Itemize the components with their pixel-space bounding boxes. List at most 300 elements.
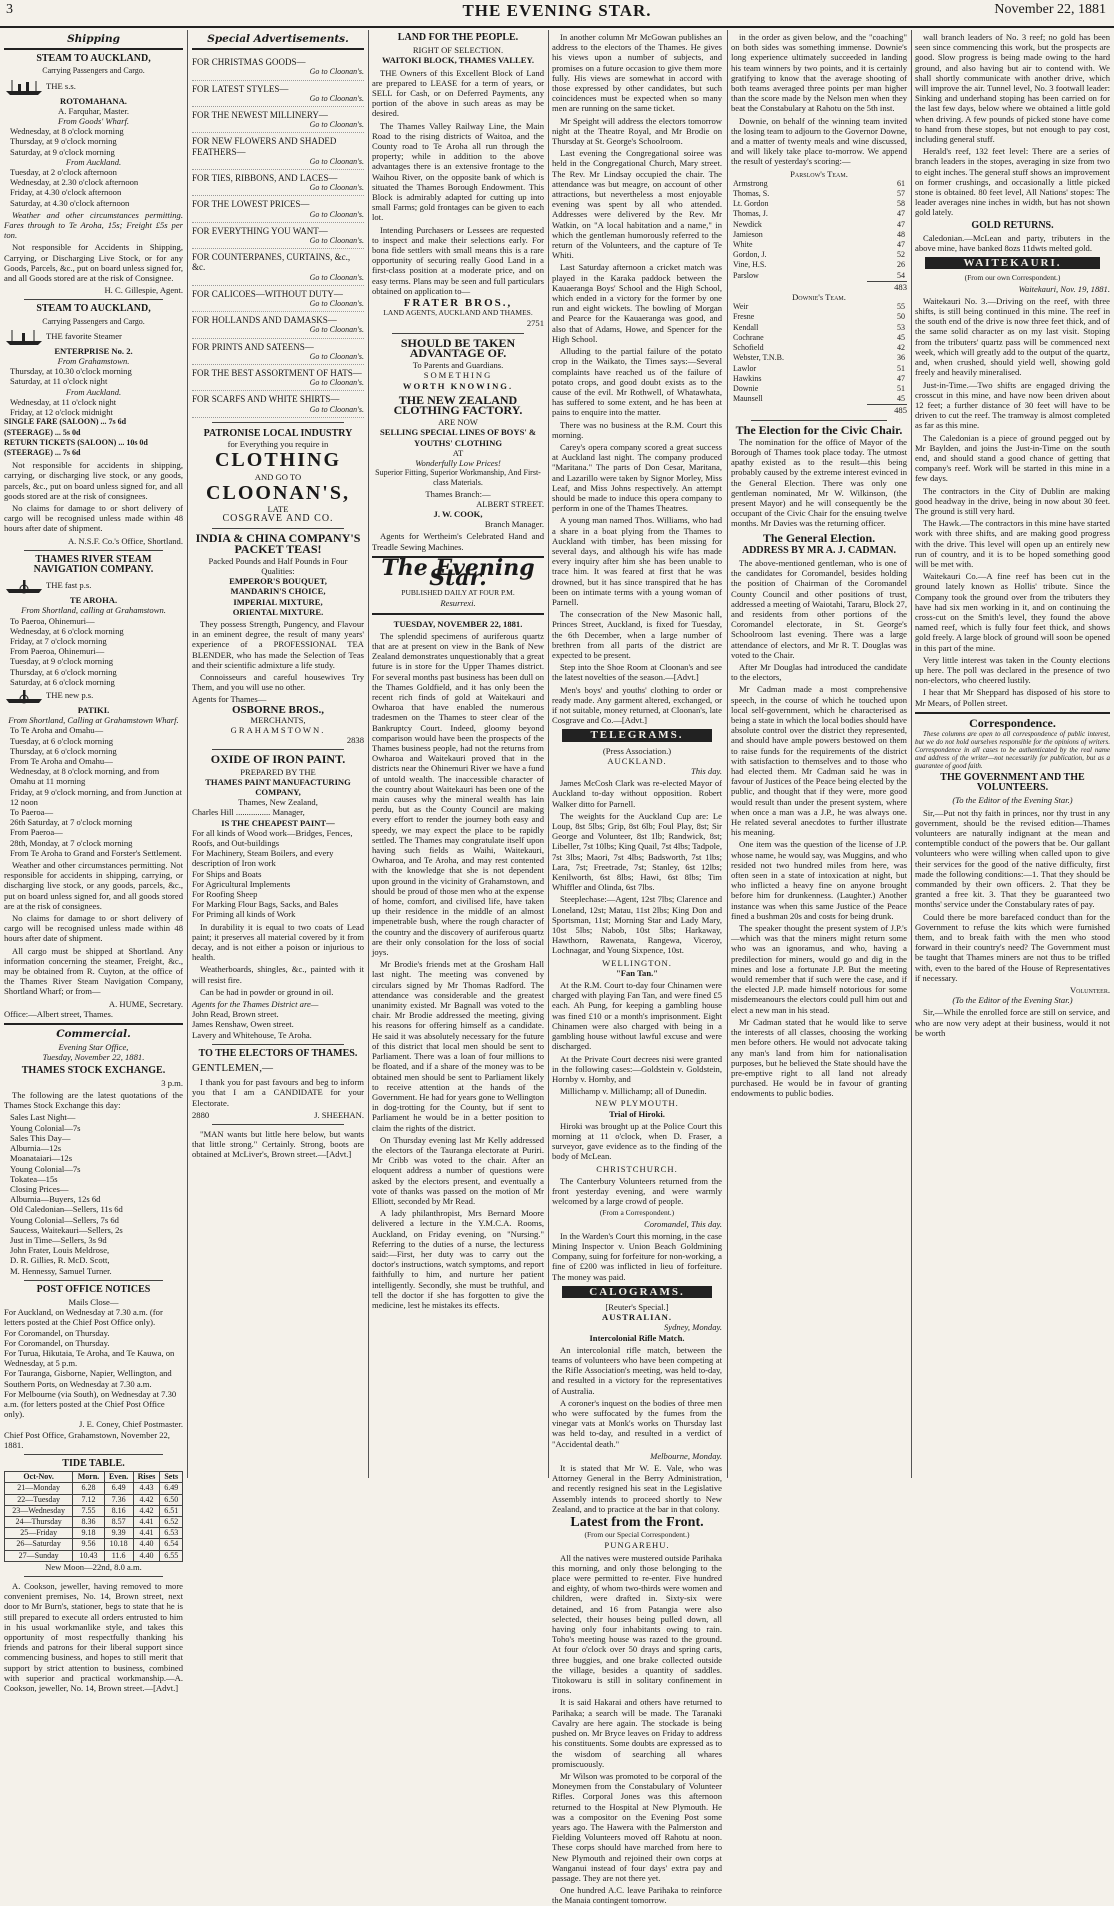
dateline-time: Melbourne, Monday. <box>650 1450 722 1461</box>
team-row <box>731 323 907 333</box>
tide-cell: 6.50 <box>160 1494 183 1505</box>
shooter-score: 58 <box>897 199 905 209</box>
ad-agent: H. C. Gillespie, Agent. <box>104 285 183 296</box>
nz-line: Thames Branch:— <box>425 488 491 499</box>
paddle-steamer-icon <box>4 687 44 705</box>
dateline: PUNGAREHU. <box>604 1540 670 1551</box>
section-heading-shipping: Shipping <box>67 33 120 45</box>
tide-cell: 26—Saturday <box>5 1539 73 1550</box>
tea-body: They possess Strength, Pungency, and Flavour in an eminent degree, the result of many years' experience of a PROFESSIONAL TEA BLENDER, who has made the Selection of Teas and their scientific admixture a life study. <box>192 618 364 670</box>
cloonan-ad-item <box>192 133 364 170</box>
dateline: WELLINGTON. <box>602 957 672 968</box>
newspaper-title: THE EVENING STAR. <box>462 1 652 20</box>
mining-paragraph: I hear that Mr Sheppard has disposed of his store to Mr Mears, of Pollen street. <box>915 687 1110 708</box>
cloonan-ad-goto: Go to Cloonan's. <box>309 120 364 130</box>
tide-row <box>5 1528 183 1539</box>
exchange-intro: The following are the latest quotations of the Thames Stock Exchange this day: <box>4 1090 183 1111</box>
column-special-ads <box>192 30 364 1478</box>
nz-line: ARE NOW <box>438 417 478 428</box>
tide-cell: 8.57 <box>104 1517 133 1528</box>
electors-greeting: GENTLEMEN,— <box>192 1062 273 1075</box>
tide-column-header: Morn. <box>73 1472 104 1483</box>
shooter-name: Hawkins <box>733 373 762 383</box>
team-row <box>731 240 907 250</box>
page-number: 3 <box>6 2 13 17</box>
cloonan-ad-goto: Go to Cloonan's. <box>309 156 364 166</box>
cloonan-ad-item <box>192 54 364 80</box>
telegram-paragraph: A coroner's inquest on the bodies of three men who were suffocated by the fumes from the vinegar vats at Monk's works on Thursday last was held to-day, and resulted in a verdict of "Accidental death." <box>552 1397 722 1449</box>
letter-address: (To the Editor of the Evening Star.) <box>952 795 1073 806</box>
nz-manager-title: Branch Manager. <box>484 519 544 530</box>
shooter-score: 50 <box>897 312 905 322</box>
should-sub: To Parents and Guardians. <box>412 360 504 371</box>
tide-row <box>5 1494 183 1505</box>
front-paragraph: One hundred A.C. leave Parihaka to reinforce the Manaia contingent tomorrow. <box>552 1885 722 1906</box>
patronise-heading: PATRONISE LOCAL INDUSTRY <box>203 427 353 439</box>
news-paragraph: Downie, on behalf of the winning team invited the losing team to adjourn to the Governor Downe, and a matter of twenty meals and wine discussed, and will likely take place to-morrow. We append the result of yesterday's scoring:— <box>731 115 907 167</box>
cloonan-ad-goto: Go to Cloonan's. <box>309 236 364 246</box>
tea-body: Connoisseurs and careful housewives Try Them, and you will use no other. <box>192 671 364 693</box>
tide-cell: 6.55 <box>160 1550 183 1561</box>
ad-number: 2838 <box>346 735 364 746</box>
cloonan-ad-item <box>192 365 364 391</box>
team-row <box>731 209 907 219</box>
telegram-paragraph: At the Private Court decrees nisi were granted in the following cases:—Goldstein v. Goldstein, Hornby v. Hornby, and <box>552 1053 722 1084</box>
ad-subheading: Carrying Passengers and Cargo. <box>42 66 145 76</box>
shooter-name: Thomas, J. <box>733 209 768 219</box>
cloonan-ad-goto: Go to Cloonan's. <box>309 209 364 219</box>
shooter-score: 54 <box>897 270 905 280</box>
tide-cell: 4.40 <box>133 1550 160 1561</box>
shooter-score: 47 <box>897 373 905 383</box>
divider <box>751 420 887 421</box>
nz-line: AT <box>452 447 464 458</box>
tide-column-header: Even. <box>104 1472 133 1483</box>
masthead <box>0 0 1114 28</box>
paper-sub: PUBLISHED DAILY AT FOUR P.M. <box>401 588 515 598</box>
mining-paragraph: The Hawk.—The contractors in this mine have started work with three shifts, and are making good progress with the drive. This level will open up an entirely new run of country, and it is to be hoped something good will be met with. <box>915 518 1110 569</box>
frater-line: LAND AGENTS, AUCKLAND AND THAMES. <box>383 308 533 318</box>
tide-cell: 25—Friday <box>5 1528 73 1539</box>
land-body: Intending Purchasers or Lessees are requested to inspect and make their selections early. For bona fide settlers with small means this is a rare opportunity of securing really Good Land in a first-class position at a moderate price, and on easy terms. Plans may be seen and full particulars obtained on application to— <box>372 224 544 296</box>
dateline-time: Coromandel, This day. <box>644 1218 722 1229</box>
news-paragraph: There was no business at the R.M. Court this morning. <box>552 419 722 440</box>
tide-cell: 6.49 <box>104 1483 133 1494</box>
waitekauri-banner: WAITEKAURI. <box>925 257 1100 269</box>
shooter-name: Cochrane <box>733 332 764 342</box>
team-row <box>731 333 907 343</box>
cadman-paragraph: Mr Cadman made a most comprehensive speech, in the course of which he touched upon local self-government, which he characterised as being a state in which the local bodies should have absolute control over the district they represented, and should have ample powers bestowed on them to raise funds for the requirements of the district with satisfaction to themselves and to those who had elected them. Mr Cadman said he was in favour of Justices of the Peace being elected by the public, and thought that if they were, more good would result than under the present system, where when once a man was a J.P., he was always one. He related several anecdotes to further illustrate his meaning. <box>731 684 907 838</box>
ad-heading: STEAM TO AUCKLAND, <box>36 53 151 65</box>
ad-office: Office:—Albert street, Thames. <box>4 1008 113 1019</box>
exchange-list: Sales Last Night— Young Colonial—7s Sales This Day— Alburnia—12s Moanataiari—12s Young Colonial—7s Tokatea—15s Closing Prices— Alburnia—Buyers, 12s 6d Old Caledonian—Sellers, 11s 6d Young Colonial—Sellers, 7s 6d Saucess, Waitekauri—Sellers, 2s Just in Time—Sellers, 3s 9d John Frater, Louis Meldrose, D. R. Gillies, R. McD. Scott, M. Hennessy, Samuel Turner. <box>10 1112 123 1276</box>
letter-paragraph: Could there be more barefaced conduct than for the Government to refuse the kits which were furnished them, and to break faith with the men who stood forward in their country's need? The Government must be taught that Thames miners are not thus to be trifled with, even to the bared of the House of Representatives if necessary. <box>915 911 1110 983</box>
divider <box>24 299 163 300</box>
shooter-name: Maunsell <box>733 394 763 404</box>
electors-footer <box>192 1110 364 1120</box>
divider <box>24 1454 163 1455</box>
cloonan-ad-label: FOR SCARFS AND WHITE SHIRTS— <box>192 394 340 405</box>
tide-cell: 7.12 <box>73 1494 104 1505</box>
tea-list: EMPEROR'S BOUQUET, MANDARIN'S CHOICE, IMPERIAL MIXTURE, ORIENTAL MIXTURE. <box>229 576 327 617</box>
cloonan-ad-goto: Go to Cloonan's. <box>309 299 364 309</box>
tide-heading: TIDE TABLE. <box>62 1457 125 1469</box>
ad-note: No claims for damage to or short delivery of cargo will be recognised unless made within 48 hours after date of shipment. <box>4 913 183 944</box>
tide-cell: 21—Monday <box>5 1483 73 1494</box>
ship-prefix: THE fast p.s. <box>46 580 92 591</box>
news-paragraph: In another column Mr McGowan publishes an address to the electors of the Thames. He gives his views upon a number of subjects, and promises on a future occasion to give them more fully. His views are somewhat in accord with those expressed by other candidates, but such coincidences must be expected when so many men are running on the same ticket. <box>552 32 722 114</box>
letter-signature: Volunteer. <box>1069 985 1110 996</box>
shooter-name: Vine, H.S. <box>733 260 767 270</box>
telegram-paragraph: Steeplechase:—Agent, 12st 7lbs; Clarence and Loneland, 12st; Matau, 11st 2lbs; King Don and Sportsman, 11st; Morning Star and Lady Mary, 10st 5lbs; Nabob, 10st 5lbs; Harkaway, Hawthorn, Rawenata, Rangewa, Viceroy, Lochnagar, and Young Sixpence, 10st. <box>552 894 722 956</box>
cloonan-ad-label: FOR COUNTERPANES, CURTAINS, &c., &c. <box>192 252 351 273</box>
shooter-name: Webster, T.N.B. <box>733 353 784 363</box>
letter-heading: THE GOVERNMENT AND THE VOLUNTEERS. <box>940 772 1085 794</box>
team-score-table <box>731 179 907 281</box>
mining-paragraph: Herald's reef, 132 feet level: There are a series of branch leaders in the stopes, averaging in size from two to eight inches. The general stuff shows an improvement on former crushings, and occasionally a little picked stone is obtained. 80 feet level, All Nations' stopes: The leader averages nine inches in width, but has not shown gold lately. <box>915 146 1110 218</box>
tide-cell: 23—Wednesday <box>5 1505 73 1516</box>
land-body: The Thames Valley Railway Line, the Main Road to the rising districts of Waitoa, and the County road to Te Aroha all run through the property; while in addition to the above advantages there is an extensive frontage to the Waihou River, on the opposite bank of which is situated the Thames Borough Endowment. This Block is admirably adapted for cutting up into small Farms; gold frontages can be given to each lot. <box>372 120 544 223</box>
shooter-score: 45 <box>897 394 905 404</box>
news-paragraph: Last Saturday afternoon a cricket match was played in the Karaka paddock between the Kauaeranga Boys' School and the High School, which ended in a victory for the former by one run and eight wickets. The bowling of Morgan and Pearce for the Kauaeranga was good, and also that of Adams, Howe, and Spencer for the High School. <box>552 262 722 344</box>
land-sub: RIGHT OF SELECTION. <box>412 45 504 56</box>
editorial-paragraph: Mr Brodie's friends met at the Grosham Hall last night. The meeting was convened by circulars signed by Mr Thomas Radford. The attendance was considerable and the greatest unanimity existed. Mr Bagnall was voted to the chair. Mr Brodie addressed the meeting, giving his reasons for offering himself as a candidate. He said it was absolutely necessary for the future of this district that local men should be sent to Parliament. There was a loan of four millions to be floated, and if a share of the money was to be obtained men should be sent to Parliament likely to receive attention at the hands of the Government. He had for years gone to Wellington in dog-trotting for the County, but if sent to Parliament he would be in a better position to claim the rights of the district. <box>372 959 544 1133</box>
waitekauri-sub: (From our own Correspondent.) <box>964 273 1061 283</box>
cloonan-ad-label: FOR CHRISTMAS GOODS— <box>192 57 306 68</box>
telegrams-banner: TELEGRAMS. <box>562 729 712 741</box>
correspondence-heading: Correspondence. <box>969 715 1056 730</box>
ship-illustration <box>4 577 183 595</box>
dateline: AUCKLAND. <box>607 755 667 766</box>
ship-illustration <box>4 78 183 96</box>
tide-cell: 10.43 <box>73 1550 104 1561</box>
steamship-icon <box>4 78 44 96</box>
shooter-name: Gordon, J. <box>733 250 767 260</box>
column-rule <box>727 30 728 1478</box>
news-paragraph: Step into the Shoe Room at Cloonan's and see the latest novelties of the season.—[Advt.] <box>552 662 722 683</box>
tide-column-header: Sets <box>160 1472 183 1483</box>
tide-cell: 4.40 <box>133 1539 160 1550</box>
tide-column-header: Rises <box>133 1472 160 1483</box>
ad-agent: A. HUME, Secretary. <box>108 998 183 1009</box>
divider <box>24 1280 163 1281</box>
paint-company: THAMES PAINT MANUFACTURING COMPANY, <box>205 776 351 797</box>
goto-line: AND GO TO <box>254 471 302 482</box>
shooter-score: 61 <box>897 178 905 188</box>
post-subheading: Mails Close— <box>68 1296 119 1307</box>
tide-cell: 9.18 <box>73 1528 104 1539</box>
telegram-paragraph: Hiroki was brought up at the Police Court this morning at 11 o'clock, when D. Fraser, a surveyor, gave evidence as to the finding of the body of McLean. <box>552 1120 722 1162</box>
cloonan-ad-goto: Go to Cloonan's. <box>309 325 364 335</box>
column-mining-correspondence <box>915 30 1110 1478</box>
paddle-steamer-icon <box>4 577 44 595</box>
tide-cell: 9.39 <box>104 1528 133 1539</box>
shooter-score: 47 <box>897 209 905 219</box>
reuter-line: [Reuter's Special.] <box>605 1301 669 1312</box>
team-heading: Parslow's Team. <box>790 168 848 179</box>
cloonan-ad-goto: Go to Cloonan's. <box>309 272 364 282</box>
letter-address: (To the Editor of the Evening Star.) <box>952 995 1073 1006</box>
tide-cell: 6.28 <box>73 1483 104 1494</box>
tide-cell: 4.42 <box>133 1505 160 1516</box>
shooter-name: Fresne <box>733 312 755 322</box>
tide-cell: 6.51 <box>160 1505 183 1516</box>
office-date: Tuesday, November 22, 1881. <box>42 1052 145 1063</box>
land-heading: LAND FOR THE PEOPLE. <box>397 32 519 43</box>
divider <box>212 1044 344 1045</box>
shooter-name: Kendall <box>733 322 759 332</box>
cloonan-ad-goto: Go to Cloonan's. <box>309 378 364 388</box>
telegram-paragraph: An intercolonial rifle match, between the teams of volunteers who have been competing at the Rifle Association's meeting, was held to-day, and resulted in a victory for the representatives of Australia. <box>552 1344 722 1396</box>
mcliver-notice: "MAN wants but little here below, but wants that little strong." Certainly. Strong, boots are obtained at McLiver's, Brown street.—[Advt.] <box>192 1129 364 1160</box>
team-row <box>731 271 907 281</box>
ship-name: ENTERPRISE No. 2. <box>54 345 133 356</box>
australian-heading: AUSTRALIAN. <box>602 1312 672 1323</box>
tide-cell: 4.41 <box>133 1528 160 1539</box>
column-land-and-editorial <box>372 30 544 1478</box>
team-heading: Downie's Team. <box>792 292 846 303</box>
telegram-subheading: "Fan Tan." <box>615 967 659 978</box>
news-paragraph: Last evening the Congregational soiree was held in the Congregational Church, Mary street. The Rev. Mr Lindsay occupied the chair. The attendance was but meagre, on account of other attractions, but nevertheless a most enjoyable evening was spent by all who attended. Addresses were delivered by the Rev. Mr Watkin, on "A local habitation and a name," in which the gentleman humorously referred to the return of the Volunteers, and the capture of Te Whiti. <box>552 148 722 261</box>
divider <box>915 712 1110 714</box>
ship-illustration <box>4 328 183 346</box>
ad-note: Weather and other circumstances permitting. Fares through to Te Aroha, 15s; Freight £5s per ton. <box>4 209 183 241</box>
tide-cell: 24—Thursday <box>5 1517 73 1528</box>
cloonan-ad-goto: Go to Cloonan's. <box>309 93 364 103</box>
calograms-banner: CALOGRAMS. <box>562 1286 712 1298</box>
tide-moon: New Moon—22nd, 8.0 a.m. <box>45 1561 142 1572</box>
schedule-list: To Paeroa, Ohinemuri— Wednesday, at 6 o'clock morning Friday, at 7 o'clock morning From Paeroa, Ohinemuri— Tuesday, at 9 o'clock morning Thursday, at 6 o'clock morning Saturday, at 6 o'clock morning <box>10 615 124 687</box>
tea-sub: Packed Pounds and Half Pounds in Four Qualities: <box>208 555 348 576</box>
divider <box>24 1576 163 1577</box>
schedule-list: Wednesday, at 8 o'clock morning Thursday, at 9 o'clock morning Saturday, at 9 o'clock morning <box>10 126 124 157</box>
cloonan-ad-item <box>192 81 364 107</box>
exchange-heading: THAMES STOCK EXCHANGE. <box>21 1064 166 1076</box>
shooter-name: Weir <box>733 302 749 312</box>
column-news-telegrams <box>552 30 722 1906</box>
cloonan-ad-label: FOR TIES, RIBBONS, AND LACES— <box>192 173 338 184</box>
corresp-line: (From a Correspondent.) <box>599 1208 675 1218</box>
clothing-banner: CLOTHING <box>214 449 342 472</box>
dateline: NEW PLYMOUTH. <box>595 1098 679 1109</box>
electors-heading: TO THE ELECTORS OF THAMES. <box>198 1047 358 1059</box>
correspondence-note: These columns are open to all correspondence of public interest, but we do not hold ourselves responsible for the opinions of writers. Correspondence in all cases to be authenticated by the real name and address of the writer—not necessarily for publication, but as a guarantee of good faith. <box>915 730 1110 770</box>
news-paragraph: Carey's opera company scored a great success at Auckland last night. The company produced "Maritana." The parts of Don Cesar, Maritana, and Lazarillo were taken by Signor Morley, Miss Leaf, and Miss Johns respectively. An attempt should be made to induce this opera company to perform in one of the Thames Theatres. <box>552 441 722 514</box>
team-row <box>731 189 907 199</box>
column-rule <box>368 30 369 1478</box>
divider <box>24 550 163 551</box>
mining-paragraph: Caledonian.—McLean and party, tributers in the above mine, have banked 8ozs 11dwts melted gold. <box>915 232 1110 254</box>
ship-prefix: THE new p.s. <box>46 689 94 700</box>
tide-cell: 7.55 <box>73 1505 104 1516</box>
nz-clothing-heading: THE NEW ZEALAND CLOTHING FACTORY. <box>393 392 523 417</box>
editorial-paragraph: On Thursday evening last Mr Kelly addressed the electors of the Tauranga electorate at Puriri. Mr Cribb was voted to the chair. After an eloquent address a number of questions were asked by the electors present, and eventually a vote of thanks was passed on the motion of Mr Elliott, seconded by Mr Read. <box>372 1134 544 1206</box>
schedule-list: Tuesday, at 2 o'clock afternoon Wednesday, at 2.30 o'clock afternoon Friday, at 4.30 o'clock afternoon Saturday, at 4.30 o'clock afternoon <box>10 167 139 208</box>
exchange-time: 3 p.m. <box>161 1077 183 1088</box>
cloonan-ad-item <box>192 312 364 338</box>
divider <box>212 1124 344 1125</box>
cadman-paragraph: Mr Cadman stated that he would like to serve the interests of all classes, choosing the working men before others. He would not advocate taking any man's land from him for nationalisation purposes, but he believed the State should have the pre-emptive right to all land not already purchased. He would be in favour of granting endowments to public bodies. <box>731 1016 907 1099</box>
nz-line: Wonderfully Low Prices! <box>415 457 501 468</box>
cloonan-ad-list <box>192 54 364 418</box>
electors-signature: J. SHEEHAN. <box>314 1109 364 1120</box>
worth-line: WORTH KNOWING. <box>402 380 514 391</box>
tide-cell: 6.49 <box>160 1483 183 1494</box>
letter-paragraph: Sir,—Put not thy faith in princes, nor thy trust in any government, should be the revised edition—Thames volunteers are naturally indignant at the mean and contemptible conduct of the powers that be. Our gallant volunteers who were willing when called upon to give their services for the good of the native difficulty, first made the following conditions:—1. That they should be commanded by their own officers. 2. That they be granted a free kit. 3. That they be guaranteed two months' service under the Constabulary rates of pay. <box>915 807 1110 910</box>
column-rule <box>187 30 188 1478</box>
telegram-paragraph: James McCosh Clark was re-elected Mayor of Auckland to-day without opposition. Robert Walker ditto for Parnell. <box>552 778 722 809</box>
cadman-heading: ADDRESS BY MR A. J. CADMAN. <box>741 544 897 556</box>
office-line: Evening Star Office, <box>58 1042 129 1053</box>
something-line: SOMETHING <box>423 370 493 381</box>
team-row <box>731 374 907 384</box>
ship-prefix: THE favorite Steamer <box>46 330 122 341</box>
tea-agents: Agents for Thames— <box>192 694 267 705</box>
tide-cell: 22—Tuesday <box>5 1494 73 1505</box>
schedule-heading: From Shortland, calling at Grahamstown. <box>21 605 166 616</box>
shooter-score: 52 <box>897 250 905 260</box>
dateline: CHRISTCHURCH. <box>596 1163 678 1174</box>
telegram-subheading: Intercolonial Rifle Match. <box>589 1332 685 1343</box>
ship-name: ROTOMAHANA. <box>60 95 127 106</box>
tide-row <box>5 1550 183 1561</box>
tide-row <box>5 1539 183 1550</box>
cloonan-ad-label: FOR LATEST STYLES— <box>192 83 289 94</box>
team-row <box>731 230 907 240</box>
cloonans-banner: CLOONAN'S, <box>206 481 350 504</box>
cloonan-ad-item <box>192 196 364 222</box>
ad-note: No claims for damage to or short delivery of cargo will be recognised unless made within 48 hours after date of shipment. <box>4 502 183 534</box>
osborne-name: OSBORNE BROS., <box>232 703 324 716</box>
shooter-score: 51 <box>897 363 905 373</box>
team-row <box>731 353 907 363</box>
news-paragraph: The consecration of the New Masonic hall, Princes Street, Auckland, is fixed for Tuesday, the 6th December, when a large number of brethren from all parts of the district are expected to be present. <box>552 609 722 660</box>
patronise-sub: for Everything you require in <box>227 439 329 450</box>
tide-cell: 6.54 <box>160 1539 183 1550</box>
land-block: WAITOKI BLOCK, THAMES VALLEY. <box>381 55 535 66</box>
shooter-score: 57 <box>897 189 905 199</box>
telegram-paragraph: It is stated that Mr W. E. Vale, who was Attorney General in the Berry Administration, and recently resigned his seat in the Legislative Assembly intends to proceed shortly to New Zealand, and to practice at the bar in that colony. <box>552 1463 722 1514</box>
paint-agent-list: John Read, Brown street. James Renshaw, Owen street. Lavery and Whitehouse, Te Aroha. <box>192 1009 312 1040</box>
dateline-time: This day. <box>690 766 722 777</box>
news-paragraph: Alluding to the partial failure of the potato crop in the Waikato, the Times says:—Several complaints have reached us of the failure of potato crops, and good doubt exists as to the cause of the evil. Mr Rothwell, of Whatawhata, has suffered to some extent, and he has been at pains to enquire into the matter. <box>552 346 722 418</box>
tide-header-row <box>5 1472 183 1483</box>
shooter-name: Lt. Gordon <box>733 199 769 209</box>
team-row <box>731 312 907 322</box>
paint-manager: Charles Hill ................ Manager, <box>192 807 305 818</box>
latest-front-heading: Latest from the Front. <box>570 1515 704 1531</box>
team-row <box>731 220 907 230</box>
cloonan-ad-item <box>192 339 364 365</box>
divider <box>372 613 544 615</box>
telegram-paragraph: The weights for the Auckland Cup are: Le Loup, 8st 5lbs; Grip, 8st 6lb; Foul Play, 8st; Sir George and Volunteer, 8st 1lb; Randwick, 8st; Libeller, 7st 10lbs; King Quail, 7st 4lbs; Tadpole, 7st 3lbs; Maori, 7st 4lbs; Badsworth, 7st 1lbs; Lara, 7st; Freetrade, 7st; Stanley, 6st 12lbs; Kenilworth, 6st 8lbs; Hawi, 6st 8lbs; Tim Whiffler and Olinda, 6st 7lbs. <box>552 810 722 893</box>
dateline-time: Sydney, Monday. <box>664 1322 722 1333</box>
fares-list: SINGLE FARE (SALOON) ... 7s 6d (STEERAGE) ... 5s 0d RETURN TICKETS (SALOON) ... 10s 0d (STEERAGE) ... 7s 6d <box>4 417 148 457</box>
telegram-paragraph: At the R.M. Court to-day four Chinamen were charged with playing Fan Tan, and were fined £5 each. Ah Pung, for keeping a gambling house was fined £10 or a month's imprisonment. Eight Chinamen were also charged with being in a gambling house without lawful excuse and were discharged. <box>552 980 722 1052</box>
gold-returns-heading: GOLD RETURNS. <box>971 219 1054 231</box>
tide-cell: 11.6 <box>104 1550 133 1561</box>
shooter-name: Armstrong <box>733 178 768 188</box>
cloonan-ad-label: FOR CALICOES—WITHOUT DUTY— <box>192 288 343 299</box>
mining-paragraph: Waitekauri No. 3.—Driving on the reef, with three shifts, is still being continued in this mine. The reef in the south end of the drive is now three feet thick, and of the same solid character as on my last visit. Stoping from the tributers' quartz pass will be commenced next week, which will greatly add to the output of the quartz, and, when crushed, should yield well, showing gold freely and heavily mineralised. <box>915 295 1110 378</box>
shooter-score: 47 <box>897 240 905 250</box>
divider <box>192 48 364 50</box>
tide-cell: 8.16 <box>104 1505 133 1516</box>
shooter-score: 45 <box>897 332 905 342</box>
ad-note: All cargo must be shipped at Shortland. Any information concerning the steamer, Freight, &c., may be obtained from R. Cuyton, at the office of the Thames River Steam Navigation Company, Shortland Wharf; or from— <box>4 945 183 997</box>
team-total: 485 <box>867 404 907 415</box>
ship-name: PATIKI. <box>77 704 110 715</box>
ship-master: A. Farquhar, Master. <box>57 105 129 116</box>
divider <box>392 333 524 334</box>
tide-cell: 10.18 <box>104 1539 133 1550</box>
schedule-heading: From Shortland, Calling at Grahamstown Wharf. <box>8 715 179 726</box>
editorial-date: TUESDAY, NOVEMBER 22, 1881. <box>393 618 523 629</box>
ad-agent: A. N.S.F. Co.'s Office, Shortland. <box>67 535 183 546</box>
telegram-paragraph: Millichamp v. Millichamp; all of Dunedin. <box>560 1086 707 1097</box>
paper-nameplate: The Evening Star. <box>381 554 535 591</box>
paper-motto: Resurrexi. <box>440 598 476 609</box>
cloonan-ad-item <box>192 249 364 286</box>
letter-paragraph: Sir,—While the enrolled force are still on service, and who are now very adept at their business, would it not be worth <box>915 1007 1110 1038</box>
paint-list: For all kinds of Wood work—Bridges, Fences, Roofs, and Out-buildings For Machinery, Steam Boilers, and every description of Iron work For Ships and Boats For Agricultural Implements For Roofing Sheep For Marking Flour Bags, Sacks, and Bales For Priming all kinds of Work <box>192 827 353 920</box>
shooter-name: Downie <box>733 383 759 393</box>
general-election-heading: The General Election. <box>762 530 876 545</box>
shooter-name: Schofield <box>733 343 764 353</box>
section-heading-special: Special Advertisements. <box>207 33 349 45</box>
cloonan-ad-label: FOR PRINTS AND SATEENS— <box>192 341 314 352</box>
tide-row <box>5 1483 183 1494</box>
tide-cell: 6.53 <box>160 1528 183 1539</box>
divider <box>4 1023 183 1025</box>
cloonan-ad-label: FOR EVERYTHING YOU WANT— <box>192 225 328 236</box>
divider <box>212 749 344 750</box>
ship-name: TE AROHA. <box>69 595 118 606</box>
team-row <box>731 260 907 270</box>
tide-cell: 6.52 <box>160 1517 183 1528</box>
cloonan-ad-label: FOR NEW FLOWERS AND SHADED FEATHERS— <box>192 136 337 157</box>
schedule-list: Wednesday, at 11 o'clock night Friday, at 12 o'clock midnight <box>10 396 117 418</box>
shooter-score: 51 <box>897 383 905 393</box>
cloonan-ad-goto: Go to Cloonan's. <box>309 404 364 414</box>
cloonan-ad-goto: Go to Cloonan's. <box>309 67 364 77</box>
front-paragraph: It is said Hakarai and others have returned to Parihaka; a search will be made. The Taranaki Cavalry are here again. The stockade is being pushed on. Mr Bryce leaves on Friday to address his constituents. Some doubts are expressed as to the wisdom of searching all whares promiscuously. <box>552 1697 722 1769</box>
ad-note: Weather and other circumstances permitting. Not responsible for accidents in shipping, carrying, or discharging live stock, or any goods, parcels, &c., put on board unless signed for, and all goods stored are at the risk of consignees. <box>4 860 183 911</box>
editorial-paragraph: A lady philanthropist, Mrs Bernard Moore delivered a lecture in the Y.M.C.A. Rooms, Auckland, on Friday evening, on "Nursing." Referring to the duties of a nurse, the lecturess said:—First, her duty was to carry out the doctor's instructions, watch symptoms, and report faithfully to him, and nurture her patient intelligently. Secondly, she must be truthful, and tell the doctor if she has forgotten to give the medicine, lest he mistakes its effects. <box>372 1208 544 1310</box>
front-paragraph: Mr Wilson was promoted to be corporal of the Moneymen from the Constabulary of Volunteer Rifles. Corporal Jones was this afternoon returned to the Hospital at New Plymouth. He was a compositor on the Evening Post some years ago. The Hawera with the Palmerston and Fielding Volunteers moved off Rahotu at noon. These corps should have marched from here to New Plymouth and rejoined their own corps at Wanganui instead of four days' extra pay and passage. They are not there yet. <box>552 1770 722 1883</box>
cloonan-ad-label: FOR THE BEST ASSORTMENT OF HATS— <box>192 368 362 379</box>
tide-cell: 7.36 <box>104 1494 133 1505</box>
ad-heading: STEAM TO AUCKLAND, <box>36 303 151 315</box>
mining-paragraph: Very little interest was taken in the County elections up here. The poll was declared in the presence of two non-electors, who cheered lustily. <box>915 654 1110 686</box>
mining-paragraph: The contractors in the City of Dublin are making good headway in the drive, being in now about 30 feet. The ground is still very hard. <box>915 485 1110 516</box>
osborne-line: MERCHANTS, <box>250 714 306 725</box>
paint-location: Thames, New Zealand, <box>238 797 318 808</box>
steamship-icon <box>4 328 44 346</box>
tide-cell: 9.56 <box>73 1539 104 1550</box>
telegram-subheading: Trial of Hiroki. <box>609 1108 665 1119</box>
tide-cell: 4.41 <box>133 1517 160 1528</box>
shooter-name: Lawlor <box>733 363 757 373</box>
land-body: THE Owners of this Excellent Block of Land are prepared to LEASE for a term of years, or SELL for Cash, or on Deferred Payments, any portion of the above in such areas as may be desired. <box>372 67 544 119</box>
tide-cell: 4.42 <box>133 1494 160 1505</box>
column-rifle-election <box>731 30 907 1478</box>
ad-note: Not responsible for accidents in shipping, carrying, or discharging live stock, or any goods, parcels, &c., put on board unless signed for, and all goods stored are at the risk of consignees. <box>4 460 183 501</box>
schedule-list: Thursday, at 10.30 o'clock morning Saturday, at 11 o'clock night <box>10 366 132 387</box>
nz-address: ALBERT STREET. <box>476 498 544 509</box>
electors-body: I thank you for past favours and beg to inform you that I am a CANDIDATE for your Electorate. <box>192 1077 364 1108</box>
team-row <box>731 384 907 394</box>
